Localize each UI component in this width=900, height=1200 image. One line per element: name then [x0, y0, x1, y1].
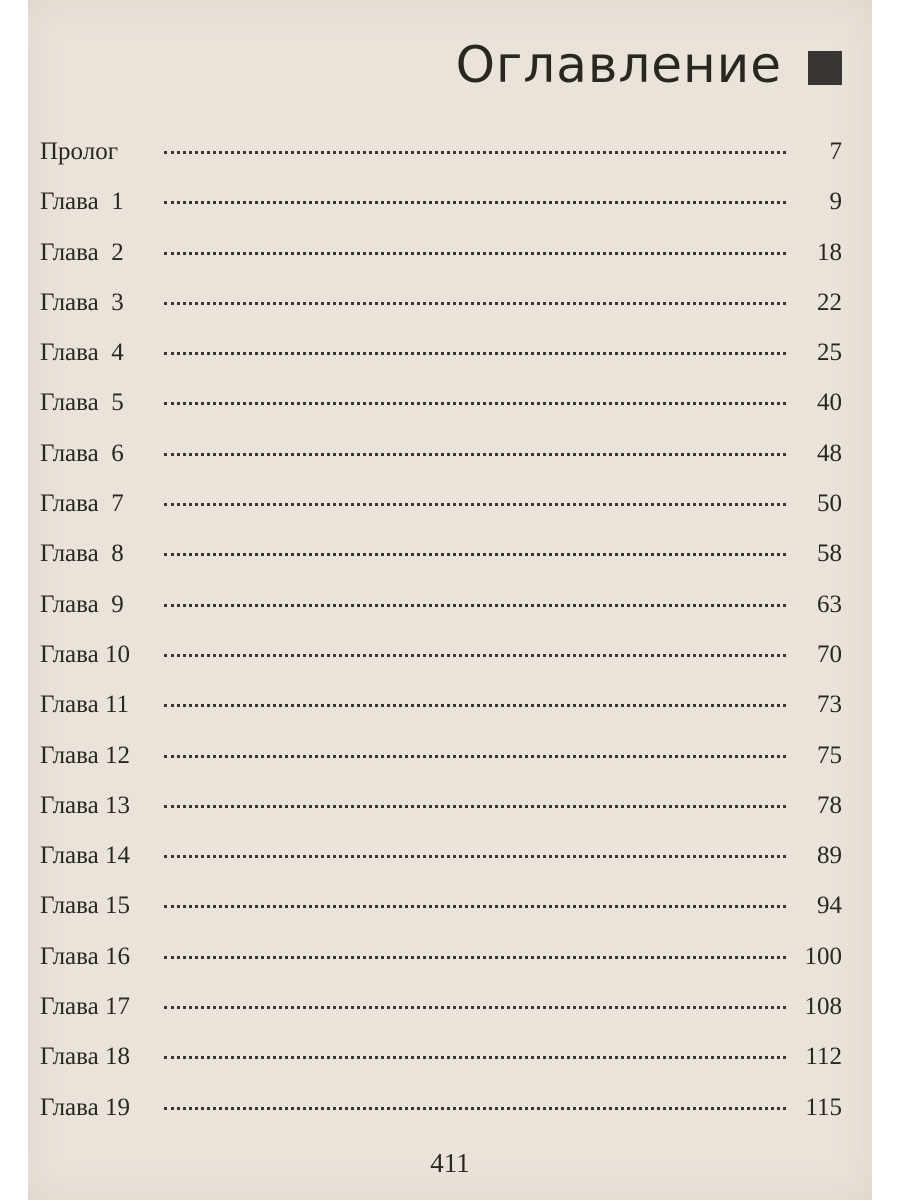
toc-entry-label: Глава 4 — [40, 339, 124, 367]
dot-leader — [164, 755, 786, 758]
toc-entry-page: 63 — [817, 590, 842, 618]
toc-entry-page: 115 — [805, 1093, 842, 1121]
toc-entry-page: 108 — [804, 993, 842, 1021]
toc-entry-label: Глава 8 — [40, 540, 124, 568]
toc-entry-label: Глава 12 — [40, 741, 130, 769]
toc-entry-label: Глава 16 — [40, 942, 130, 970]
toc-entry-label: Пролог — [40, 138, 118, 165]
toc-entry — [40, 440, 842, 490]
toc-entry-page: 78 — [817, 791, 842, 819]
dot-leader — [164, 704, 786, 707]
dot-leader — [164, 453, 786, 456]
toc-entry — [40, 892, 842, 942]
page-title: Оглавление — [455, 36, 782, 94]
page-header — [455, 36, 842, 94]
toc-entry-page: 7 — [829, 138, 842, 165]
toc-entry-label: Глава 18 — [40, 1043, 130, 1071]
toc-entry-label: Глава 2 — [40, 238, 124, 266]
dot-leader — [164, 201, 786, 204]
toc-entry-page: 100 — [804, 942, 842, 970]
toc-entry-label: Глава 6 — [40, 439, 124, 467]
dot-leader — [164, 151, 786, 154]
toc-entry-page: 73 — [817, 691, 842, 719]
toc-entry — [40, 339, 842, 389]
toc-entry — [40, 742, 842, 792]
dot-leader — [164, 553, 786, 556]
toc-entry — [40, 239, 842, 289]
toc-entry — [40, 540, 842, 590]
dot-leader — [164, 1107, 786, 1110]
page-number: 411 — [430, 1148, 470, 1178]
toc-entry-page: 40 — [817, 389, 842, 417]
toc-entry-label: Глава 1 — [40, 188, 124, 216]
toc-entry — [40, 842, 842, 892]
toc-entry — [40, 641, 842, 691]
toc-entry-label: Глава 19 — [40, 1093, 130, 1121]
table-of-contents — [40, 138, 842, 1144]
dot-leader — [164, 855, 786, 858]
dot-leader — [164, 1006, 786, 1009]
dot-leader — [164, 654, 786, 657]
toc-entry-page: 70 — [817, 640, 842, 668]
toc-entry-label: Глава 3 — [40, 288, 124, 316]
toc-entry-page: 89 — [817, 842, 842, 870]
toc-entry-label: Глава 10 — [40, 640, 130, 668]
toc-entry-page: 94 — [817, 892, 842, 920]
toc-entry — [40, 188, 842, 238]
square-ornament-icon — [808, 51, 842, 85]
toc-entry-page: 58 — [817, 540, 842, 568]
toc-entry-page: 50 — [817, 490, 842, 518]
toc-entry-page: 75 — [817, 741, 842, 769]
toc-entry — [40, 1094, 842, 1144]
toc-entry — [40, 490, 842, 540]
toc-entry — [40, 289, 842, 339]
dot-leader — [164, 352, 786, 355]
toc-entry-page: 112 — [805, 1043, 842, 1071]
toc-entry — [40, 591, 842, 641]
dot-leader — [164, 503, 786, 506]
toc-entry-label: Глава 14 — [40, 842, 130, 870]
toc-entry-label: Глава 17 — [40, 993, 130, 1021]
dot-leader — [164, 302, 786, 305]
dot-leader — [164, 905, 786, 908]
toc-entry — [40, 993, 842, 1043]
toc-entry-label: Глава 9 — [40, 590, 124, 618]
toc-entry-label: Глава 7 — [40, 490, 124, 518]
toc-entry — [40, 691, 842, 741]
toc-entry-page: 22 — [817, 288, 842, 316]
dot-leader — [164, 805, 786, 808]
toc-entry — [40, 943, 842, 993]
toc-entry-page: 48 — [817, 439, 842, 467]
dot-leader — [164, 604, 786, 607]
dot-leader — [164, 402, 786, 405]
book-page — [28, 0, 872, 1200]
toc-entry — [40, 792, 842, 842]
dot-leader — [164, 252, 786, 255]
toc-entry-label: Глава 5 — [40, 389, 124, 417]
dot-leader — [164, 1056, 786, 1059]
toc-entry — [40, 1043, 842, 1093]
dot-leader — [164, 956, 786, 959]
toc-entry — [40, 138, 842, 188]
toc-entry — [40, 389, 842, 439]
toc-entry-label: Глава 15 — [40, 892, 130, 920]
toc-entry-page: 25 — [817, 339, 842, 367]
toc-entry-label: Глава 11 — [40, 691, 130, 719]
toc-entry-page: 9 — [829, 188, 842, 216]
toc-entry-label: Глава 13 — [40, 791, 130, 819]
toc-entry-page: 18 — [817, 238, 842, 266]
